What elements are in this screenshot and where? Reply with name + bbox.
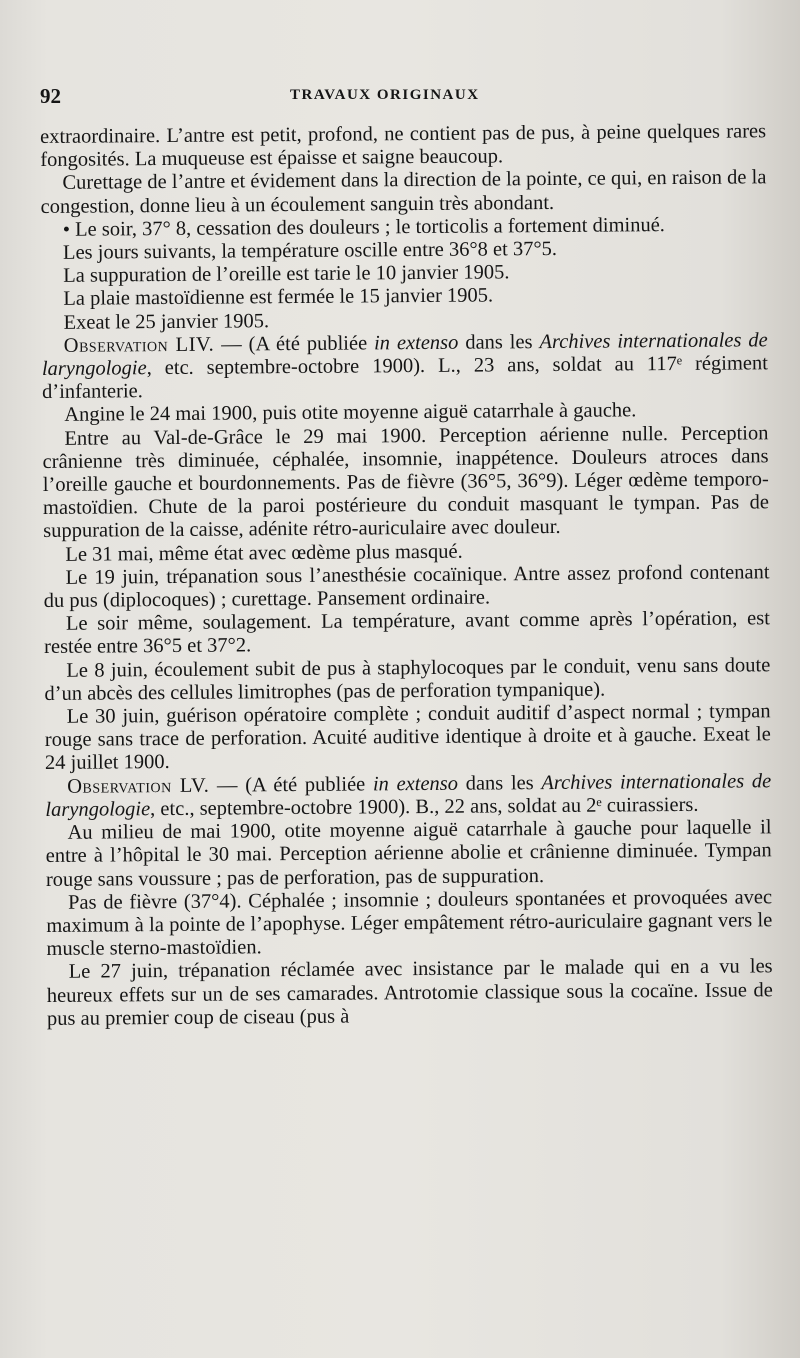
paragraph-3: • Le soir, 37° 8, cessation des douleurs ; le torticolis a fortement diminué.: [62, 213, 665, 241]
paragraph-10: Entre au Val-de-Grâce le 29 mai 1900. Perception aérienne nulle. Perception crânienne très diminuée, céphalée, insomnie, inappétence. Douleurs atroces dans l’oreille gauche et bourdonnements. Pas de fièvre (36°5, 36°9). Léger œdème temporo-mastoïdien. Chute de la paroi postérieure du conduit masquant le tympan. Pas de suppuration de la caisse, adénite rétro-auriculaire avec douleur.: [42, 421, 770, 543]
observation-liv-journal: Archives internationales de laryngologie: [41, 329, 768, 381]
observation-lv-text-c: , etc., septembre-octobre 1900). B., 22 ans, soldat au 2ᵉ cuirassiers.: [150, 793, 699, 821]
paragraph-11: Le 31 mai, même état avec œdème plus masqué.: [65, 540, 463, 566]
paragraph-7: Exeat le 25 janvier 1905.: [63, 309, 270, 334]
paragraph-9: Angine le 24 mai 1900, puis otite moyenne aiguë catarrhale à gauche.: [64, 399, 637, 427]
body-text: [40, 120, 773, 1031]
observation-lv-label: Observation LV.: [67, 774, 210, 798]
paragraph-15: Le 30 juin, guérison opératoire complète ; conduit auditif d’aspect normal ; tympan rouge sans trace de perforation. Acuité auditive identique à droite et à gauche. Exeat le 24 juillet 1900.: [44, 700, 771, 775]
observation-lv-italic-a: in extenso: [372, 772, 459, 796]
paragraph-6: La plaie mastoïdienne est fermée le 15 janvier 1905.: [63, 284, 494, 311]
page-header: [40, 84, 766, 114]
running-title: TRAVAUX ORIGINAUX: [290, 87, 480, 103]
observation-liv: [42, 329, 769, 404]
paragraph-1: extraordinaire. L’antre est petit, profond, ne contient pas de pus, à peine quelques rares fongosités. La muqueuse est épaisse et saigne beaucoup.: [40, 120, 767, 172]
observation-liv-label: Observation LIV.: [63, 333, 215, 357]
observation-liv-italic-a: in extenso: [373, 331, 459, 355]
paragraph-4: Les jours suivants, la température oscille entre 36°8 et 37°5.: [62, 237, 558, 264]
paragraph-2: Curettage de l’antre et évidement dans la direction de la pointe, ce qui, en raison de la congestion, donne lieu à un écoulement sanguin très abondant.: [40, 166, 767, 218]
paragraph-12: Le 19 juin, trépanation sous l’anesthésie cocaïnique. Antre assez profond contenant du pus (diplocoques) ; curettage. Pansement ordinaire.: [43, 561, 770, 613]
observation-liv-text-b: dans les: [458, 330, 540, 354]
paragraph-5: La suppuration de l’oreille est tarie le 10 janvier 1905.: [63, 261, 510, 288]
observation-lv: [45, 770, 771, 822]
observation-lv-text-b: dans les: [457, 771, 542, 795]
paragraph-14: Le 8 juin, écoulement subit de pus à staphylocoques par le conduit, venu sans doute d’un abcès des cellules limitrophes (pas de perforation tympanique).: [44, 653, 771, 705]
paragraph-13: Le soir même, soulagement. La température, avant comme après l’opération, est restée entre 36°5 et 37°2.: [44, 607, 770, 659]
paragraph-19: Le 27 juin, trépanation réclamée avec insistance par le malade qui en a vu les heureux effets sur un de ses camarades. Antrotomie classique sous la cocaïne. Issue de pus au premier coup de ciseau (pus à: [46, 955, 773, 1030]
observation-liv-text-c: , etc. septembre-octobre 1900). L., 23 ans, soldat au 117ᵉ régiment d’infanterie.: [42, 352, 768, 404]
observation-lv-journal: Archives internationales de laryngologie: [45, 769, 772, 821]
observation-lv-text-a: — (A été publiée: [209, 773, 373, 797]
observation-liv-text-a: — (A été publiée: [214, 332, 375, 356]
paragraph-18: Pas de fièvre (37°4). Céphalée ; insomnie ; douleurs spontanées et provoquées avec maximum à la pointe de l’apophyse. Léger empâtement rétro-auriculaire gagnant vers le muscle sterno-mastoïdien.: [46, 885, 773, 961]
page-number: 92: [40, 84, 61, 108]
paragraph-17: Au milieu de mai 1900, otite moyenne aiguë catarrhale à gauche pour laquelle il entre à l’hôpital le 30 mai. Perception aérienne abolie et crânienne diminuée. Tympan rouge sans voussure ; pas de perforation, pas de suppuration.: [45, 816, 772, 891]
